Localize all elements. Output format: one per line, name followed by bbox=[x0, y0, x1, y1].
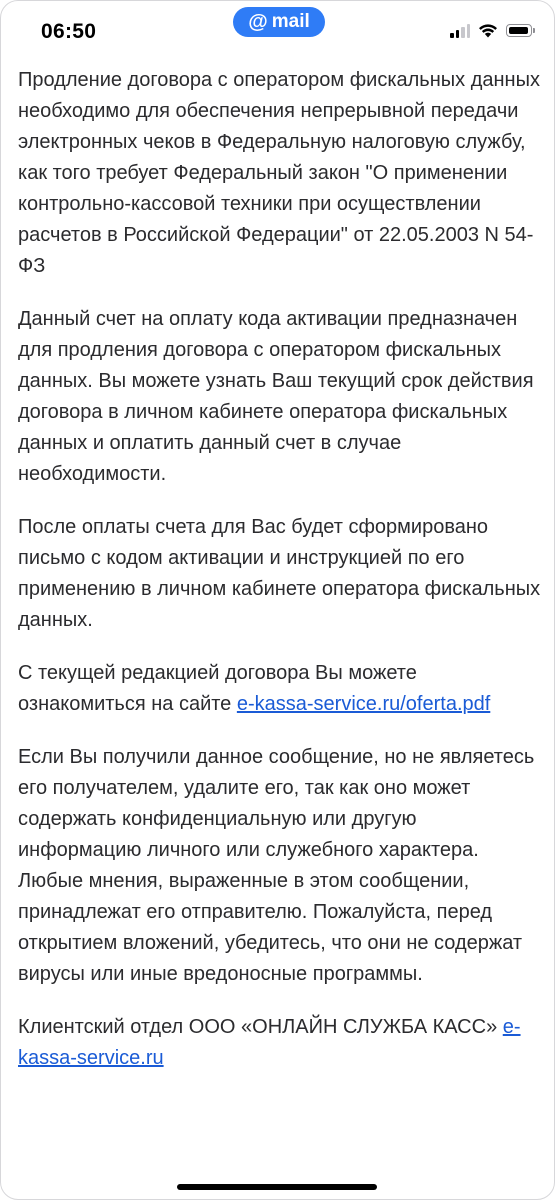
email-body bbox=[18, 65, 543, 1096]
status-time: 06:50 bbox=[41, 20, 97, 43]
contract-link-text: С текущей редакцией договора Вы можете ознакомиться на сайте bbox=[18, 662, 417, 715]
paragraph-contract-link bbox=[18, 658, 543, 720]
battery-icon bbox=[506, 24, 532, 37]
cellular-signal-icon bbox=[450, 24, 470, 38]
mail-pill-label: mail bbox=[271, 11, 310, 32]
home-indicator[interactable] bbox=[177, 1184, 377, 1190]
signature bbox=[18, 1012, 543, 1074]
oferta-link[interactable]: e-kassa-service.ru/oferta.pdf bbox=[236, 693, 491, 715]
mail-app-pill[interactable] bbox=[233, 7, 325, 37]
signature-text: Клиентский отдел ООО «ОНЛАЙН СЛУЖБА КАСС» bbox=[18, 1016, 503, 1038]
paragraph-disclaimer: Если Вы получили данное сообщение, но не являетесь его получателем, удалите его, так как оно может содержать конфиденциальную или другую информацию личного или служебного характера. Любые мнения, выраженные в этом сообщении, принадлежат его отправителю. Пожалуйста, перед открытием вложений, убедитесь, что они не содержат вирусы или иные вредоносные программы. bbox=[18, 746, 535, 985]
website-link[interactable]: e-kassa-service.ru bbox=[18, 1016, 521, 1069]
paragraph-contract-renewal: Продление договора с оператором фискальных данных необходимо для обеспечения непрерывной передачи электронных чеков в Федеральную налоговую службу, как того требует Федеральный закон "О применении контрольно-кассовой техники при осуществлении расчетов в Российской Федерации" от 22.05.2003 N 54-ФЗ bbox=[18, 69, 540, 277]
paragraph-invoice-purpose: Данный счет на оплату кода активации предназначен для продления договора с оператором фискальных данных. Вы можете узнать Ваш текущий срок действия договора в личном кабинете оператора фискальных данных и оплатить данный счет в случае необходимости. bbox=[18, 308, 534, 485]
paragraph-after-payment: После оплаты счета для Вас будет сформировано письмо с кодом активации и инструкцией по его применению в личном кабинете оператора фискальных данных. bbox=[18, 516, 541, 631]
at-sign-icon: @ bbox=[248, 10, 268, 33]
status-icons bbox=[450, 23, 532, 38]
wifi-icon bbox=[478, 23, 498, 38]
status-bar bbox=[1, 1, 554, 63]
